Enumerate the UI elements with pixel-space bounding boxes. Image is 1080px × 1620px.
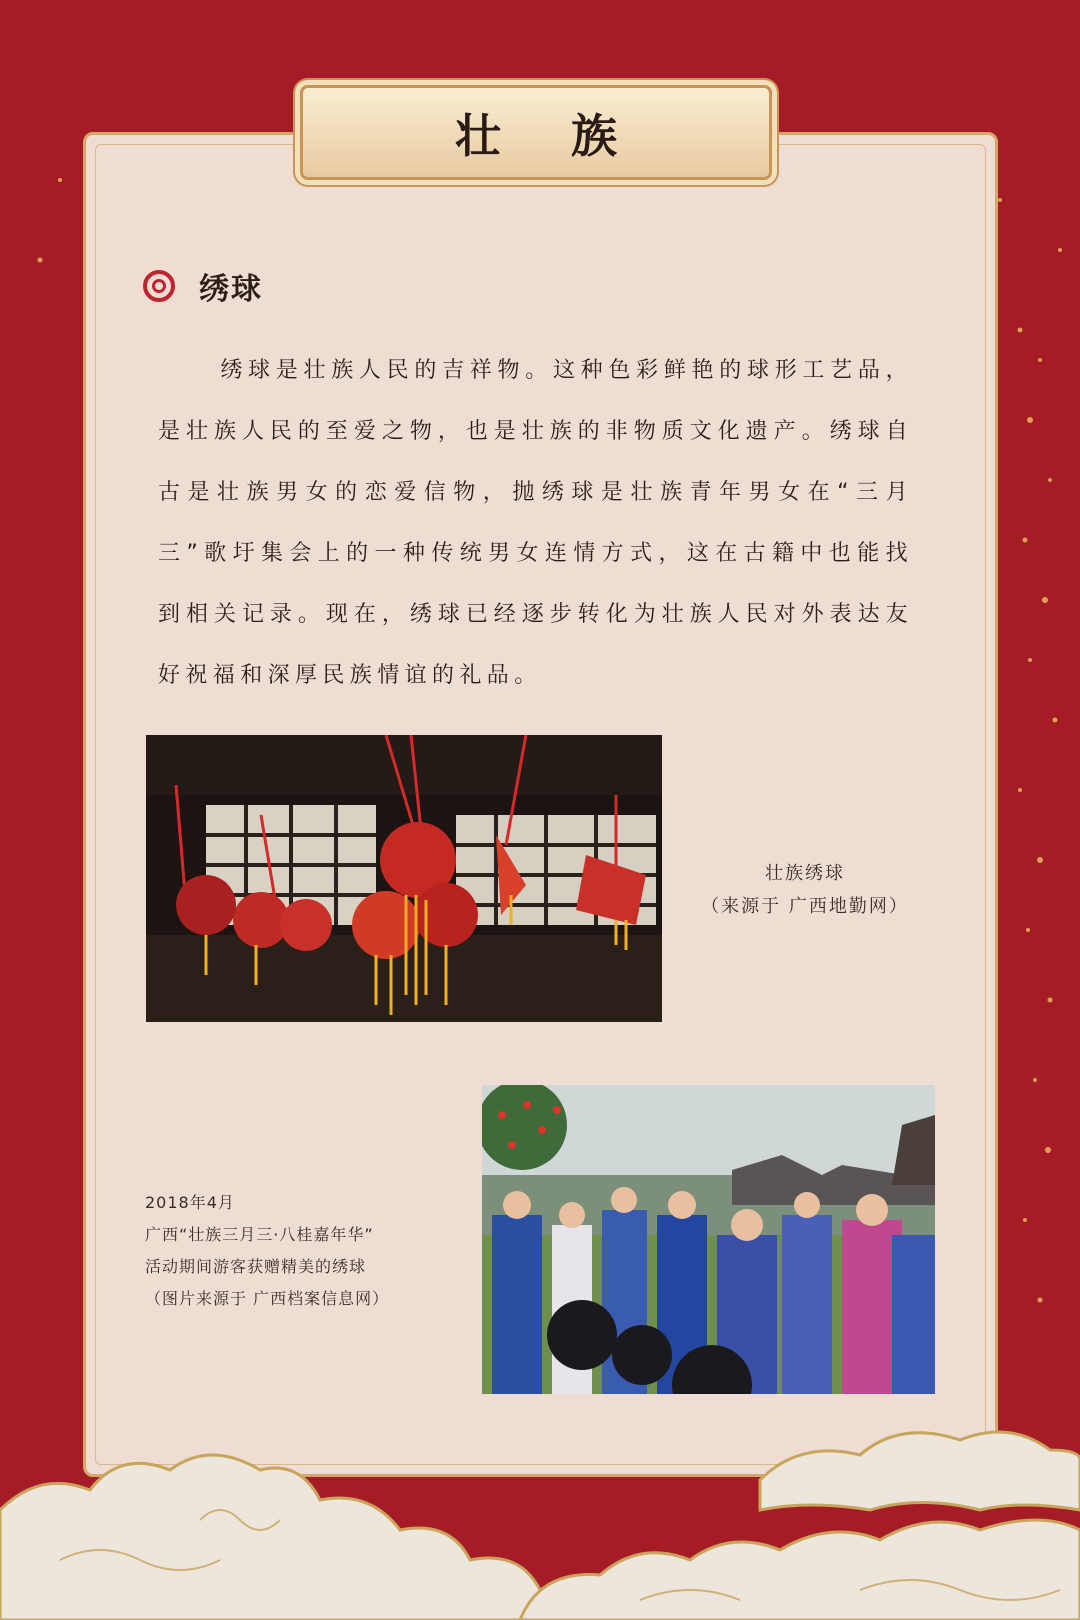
photo1-caption-title: 壮族绣球	[765, 863, 845, 884]
photo1-caption	[670, 857, 940, 923]
photo2-caption-source: （图片来源于 广西档案信息网）	[145, 1289, 390, 1308]
body-paragraph	[158, 340, 913, 706]
title-plaque	[300, 85, 772, 180]
photo2-caption-date: 2018年4月	[145, 1193, 235, 1212]
section-title: 绣球	[199, 272, 263, 307]
photo2-caption	[145, 1187, 475, 1315]
double-ring-icon	[143, 270, 175, 302]
photo-hydrangea-balls	[146, 735, 662, 1022]
photo1-caption-source: （来源于 广西地勤网）	[701, 896, 909, 917]
page-title: 壮族	[455, 108, 687, 163]
photo2-caption-desc: 活动期间游客获赠精美的绣球	[145, 1257, 367, 1276]
section-heading	[143, 264, 263, 308]
body-text: 绣球是壮族人民的吉祥物。这种色彩鲜艳的球形工艺品，是壮族人民的至爱之物，也是壮族的非物质文化遗产。绣球自古是壮族男女的恋爱信物，抛绣球是壮族青年男女在“三月三”歌圩集会上的一种传统男女连情方式，这在古籍中也能找到相关记录。现在，绣球已经逐步转化为壮族人民对外表达友好祝福和深厚民族情谊的礼品。	[158, 358, 913, 688]
photo2-caption-event: 广西“壮族三月三·八桂嘉年华”	[145, 1225, 374, 1244]
photo-festival-visitors	[482, 1085, 935, 1394]
